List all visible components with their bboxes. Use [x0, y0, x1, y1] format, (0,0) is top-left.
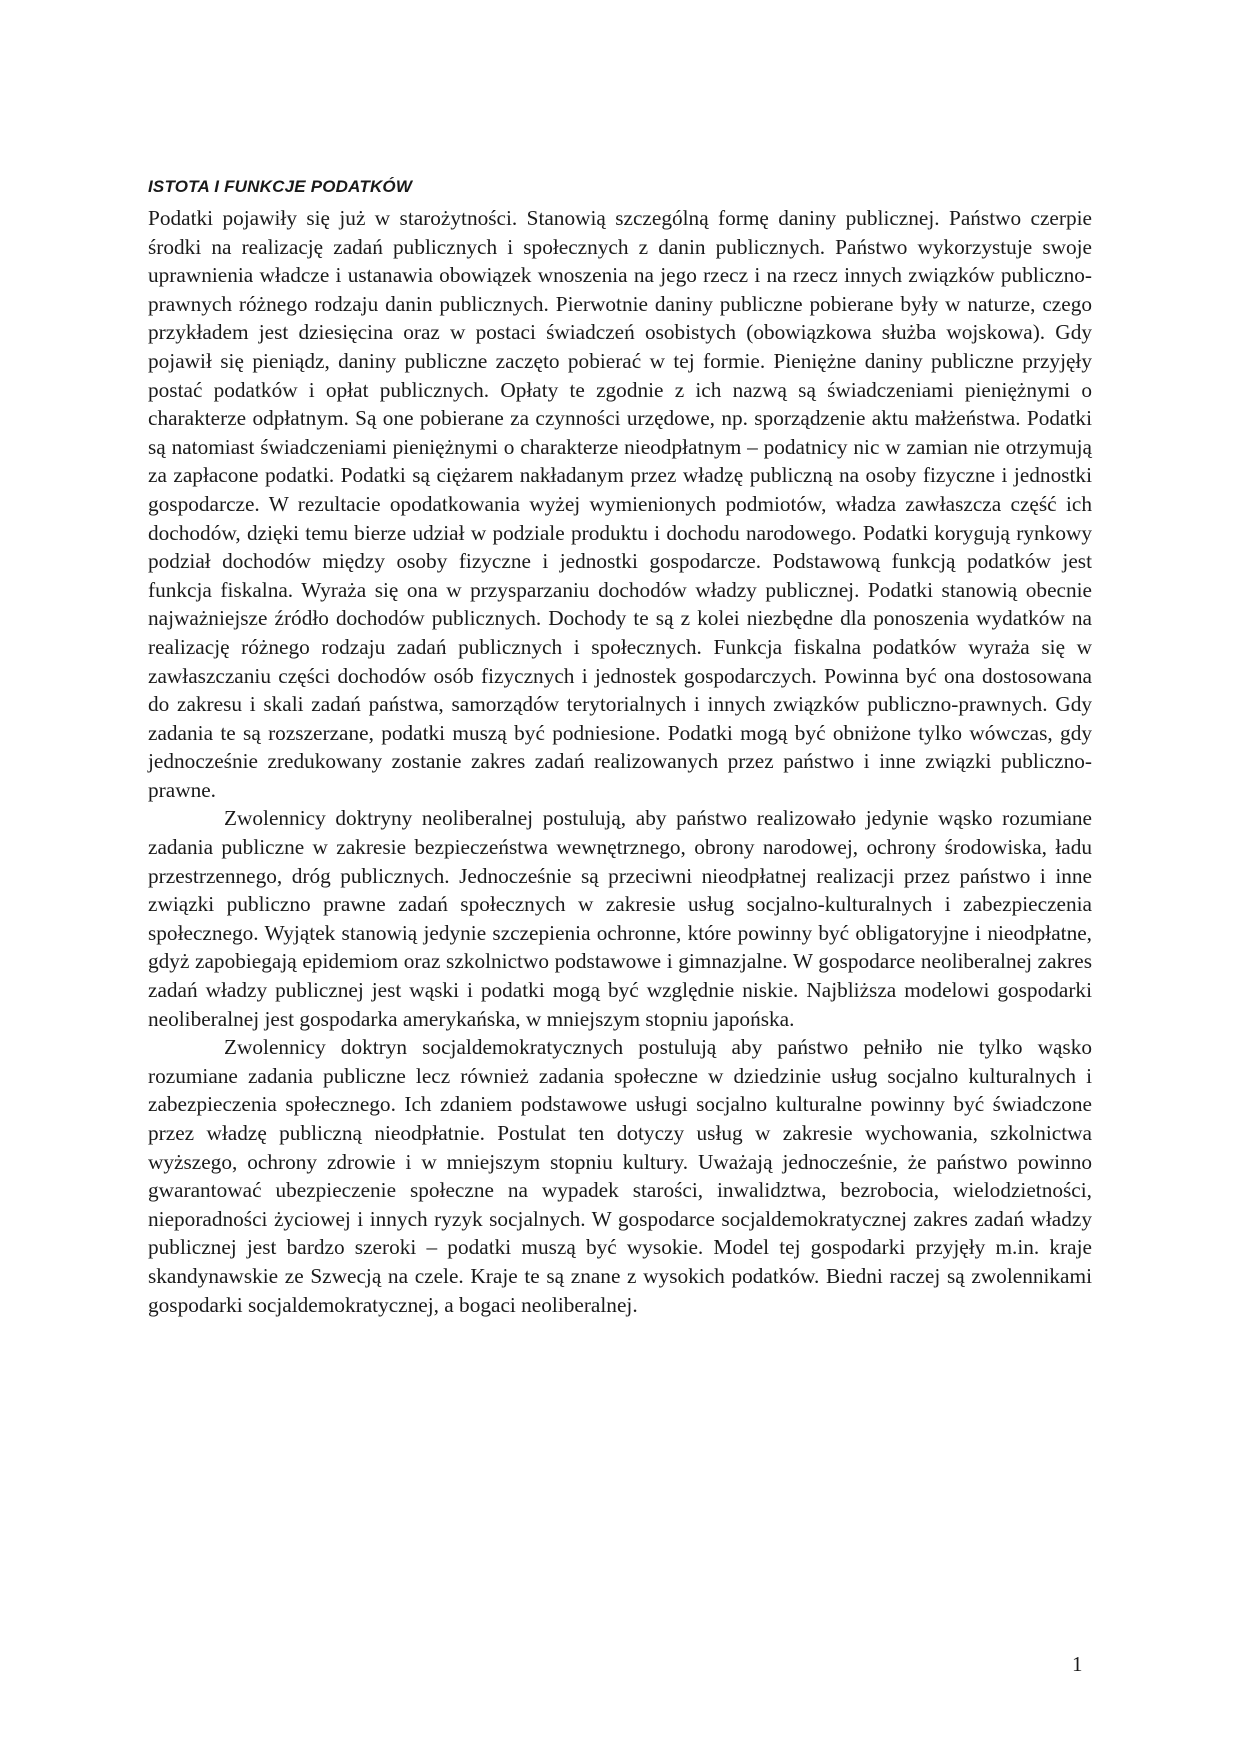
- paragraph-intro: Podatki pojawiły się już w starożytności. Stanowią szczególną formę daniny publicznej. Państwo czerpie środki na realizację zadań publicznych i społecznych z danin publicznych. Państwo wykorzystuje swoje uprawnienia władcze i ustanawia obowiązek wnoszenia na jego rzecz i na rzecz innych związków publiczno-prawnych różnego rodzaju danin publicznych. Pierwotnie daniny publiczne pobierane były w naturze, czego przykładem jest dziesięcina oraz w postaci świadczeń osobistych (obowiązkowa służba wojskowa). Gdy pojawił się pieniądz, daniny publiczne zaczęto pobierać w tej formie. Pieniężne daniny publiczne przyjęły postać podatków i opłat publicznych. Opłaty te zgodnie z ich nazwą są świadczeniami pieniężnymi o charakterze odpłatnym. Są one pobierane za czynności urzędowe, np. sporządzenie aktu małżeństwa. Podatki są natomiast świadczeniami pieniężnymi o charakterze nieodpłatnym – podatnicy nic w zamian nie otrzymują za zapłacone podatki. Podatki są ciężarem nakładanym przez władzę publiczną na osoby fizyczne i jednostki gospodarcze. W rezultacie opodatkowania wyżej wymienionych podmiotów, władza zawłaszcza część ich dochodów, dzięki temu bierze udział w podziale produktu i dochodu narodowego. Podatki korygują rynkowy podział dochodów między osoby fizyczne i jednostki gospodarcze. Podstawową funkcją podatków jest funkcja fiskalna. Wyraża się ona w przysparzaniu dochodów władzy publicznej. Podatki stanowią obecnie najważniejsze źródło dochodów publicznych. Dochody te są z kolei niezbędne dla ponoszenia wydatków na realizację różnego rodzaju zadań publicznych i społecznych. Funkcja fiskalna podatków wyraża się w zawłaszczaniu części dochodów osób fizycznych i jednostek gospodarczych. Powinna być ona dostosowana do zakresu i skali zadań państwa, samorządów terytorialnych i innych związków publiczno-prawnych. Gdy zadania te są rozszerzane, podatki muszą być podniesione. Podatki mogą być obniżone tylko wówczas, gdy jednocześnie zredukowany zostanie zakres zadań realizowanych przez państwo i inne związki publiczno-prawne.: [148, 206, 1092, 802]
- paragraph-social-democratic: Zwolennicy doktryn socjaldemokratycznych postulują aby państwo pełniło nie tylko wąsko rozumiane zadania publiczne lecz również zadania społeczne w dziedzinie usług socjalno kulturalnych i zabezpieczenia społecznego. Ich zdaniem podstawowe usługi socjalno kulturalne powinny być świadczone przez władzę publiczną nieodpłatnie. Postulat ten dotyczy usług w zakresie wychowania, szkolnictwa wyższego, ochrony zdrowie i w mniejszym stopniu kultury. Uważają jednocześnie, że państwo powinno gwarantować ubezpieczenie społeczne na wypadek starości, inwalidztwa, bezrobocia, wielodzietności, nieporadności życiowej i innych ryzyk socjalnych. W gospodarce socjaldemokratycznej zakres zadań władzy publicznej jest bardzo szeroki – podatki muszą być wysokie. Model tej gospodarki przyjęły m.in. kraje skandynawskie ze Szwecją na czele. Kraje te są znane z wysokich podatków. Biedni raczej są zwolennikami gospodarki socjaldemokratycznej, a bogaci neoliberalnej.: [148, 1035, 1092, 1317]
- page-number: 1: [1072, 1652, 1083, 1676]
- paragraph-neoliberal: Zwolennicy doktryny neoliberalnej postulują, aby państwo realizowało jedynie wąsko rozumiane zadania publiczne w zakresie bezpieczeństwa wewnętrznego, obrony narodowej, ochrony środowiska, ładu przestrzennego, dróg publicznych. Jednocześnie są przeciwni nieodpłatnej realizacji przez państwo i inne związki publiczno prawne zadań społecznych w zakresie usług socjalno-kulturalnych i zabezpieczenia społecznego. Wyjątek stanowią jedynie szczepienia ochronne, które powinny być obligatoryjne i nieodpłatne, gdyż zapobiegają epidemiom oraz szkolnictwo podstawowe i gimnazjalne. W gospodarce neoliberalnej zakres zadań władzy publicznej jest wąski i podatki mogą być względnie niskie. Najbliższa modelowi gospodarki neoliberalnej jest gospodarka amerykańska, w mniejszym stopniu japońska.: [148, 806, 1092, 1031]
- document-body: [148, 176, 1092, 1319]
- document-title: ISTOTA I FUNKCJE PODATKÓW: [148, 177, 413, 196]
